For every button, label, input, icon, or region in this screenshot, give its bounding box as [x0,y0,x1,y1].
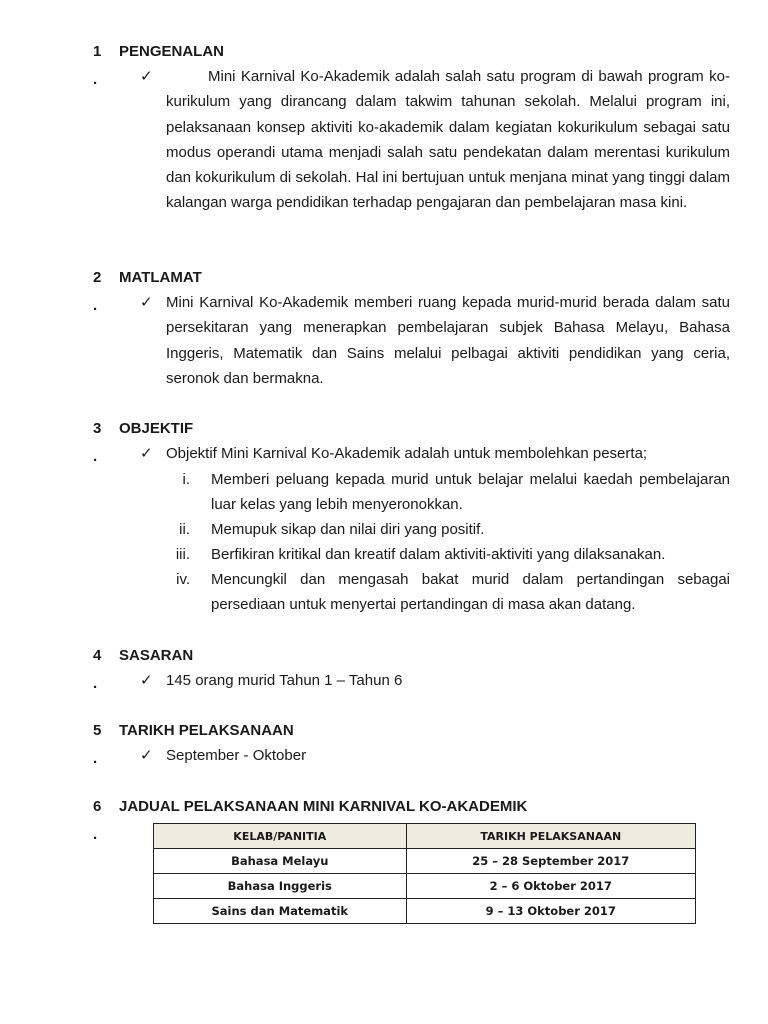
section-number: 1 [93,43,102,60]
section-number: 4 [93,647,102,664]
paragraph-rest: ko-kurikulum yang dirancang dalam takwim tahunan sekolah. Melalui program ini, pelaksanaan konsep aktiviti ko-akademik dalam kegiatan kokurikulum sebagai satu modus operandi utama menjadi salah satu pendekatan dalam merentasi kurikulum dan kokurikulum di sekolah. Hal ini bertujuan untuk menjana minat yang tinggi dalam kalangan warga pendidikan terhadap pengajaran dan pembelajaran masa kini. [166,68,730,212]
section-number: 3 [93,420,102,437]
section-dot: . [93,448,98,465]
section-dot: . [93,71,98,88]
list-item-number: i. [182,471,190,488]
date-range-text: September - Oktober [166,747,307,764]
section-number: 6 [93,798,102,815]
section-4-heading [0,643,768,669]
checkmark-icon: ✓ [140,68,153,85]
list-item-text: Memupuk sikap dan nilai diri yang positif. [211,521,485,538]
checkmark-icon: ✓ [140,747,153,764]
checkmark-icon: ✓ [140,445,153,462]
section-6-heading [0,794,768,820]
section-5-heading [0,718,768,744]
table-row [154,899,696,924]
paragraph-first-line: Mini Karnival Ko-Akademik adalah salah satu program di bawah program [208,68,704,85]
list-item-text: Mencungkil dan mengasah bakat murid dalam pertandingan sebagai persediaan untuk menyertai pertandingan di masa akan datang. [211,571,730,614]
table-cell: Bahasa Melayu [154,849,407,874]
objective-intro: Objektif Mini Karnival Ko-Akademik adalah untuk membolehkan peserta; [166,445,648,462]
table-cell: Bahasa Inggeris [154,874,407,899]
checkmark-icon: ✓ [140,672,153,689]
checkmark-icon: ✓ [140,294,153,311]
section-dot: . [93,750,98,767]
table-cell: 25 – 28 September 2017 [406,849,695,874]
section-2-paragraph: Mini Karnival Ko-Akademik memberi ruang kepada murid-murid berada dalam satu persekitaran yang menerapkan pembelajaran subjek Bahasa Melayu, Bahasa Inggeris, Matematik dan Sains melalui pelbagai aktiviti pendidikan yang ceria, seronok dan bermakna. [166,294,730,387]
section-number: 5 [93,722,102,739]
table-header-row [154,824,696,849]
section-dot: . [93,826,98,843]
list-item-number: iv. [176,571,190,588]
section-1-paragraph [166,64,730,216]
list-item-number: ii. [179,521,190,538]
section-title: PENGENALAN [119,43,225,60]
section-3-heading [0,416,768,442]
table-row [154,874,696,899]
table-cell: 9 – 13 Oktober 2017 [406,899,695,924]
section-title: MATLAMAT [119,269,202,286]
section-title: TARIKH PELAKSANAAN [119,722,294,739]
table-cell: 2 – 6 Oktober 2017 [406,874,695,899]
section-dot: . [93,675,98,692]
table-cell: Sains dan Matematik [154,899,407,924]
target-text: 145 orang murid Tahun 1 – Tahun 6 [166,672,403,689]
section-2-heading [0,265,768,291]
list-item-text: Berfikiran kritikal dan kreatif dalam aktiviti-aktiviti yang dilaksanakan. [211,546,666,563]
section-title: SASARAN [119,647,194,664]
column-header: KELAB/PANITIA [154,824,407,849]
schedule-table [153,823,696,924]
section-number: 2 [93,269,102,286]
column-header: TARIKH PELAKSANAAN [406,824,695,849]
list-item-text: Memberi peluang kepada murid untuk belajar melalui kaedah pembelajaran luar kelas yang lebih menyeronokkan. [211,471,730,514]
section-1-heading [0,39,768,65]
section-title: OBJEKTIF [119,420,194,437]
section-dot: . [93,297,98,314]
section-title: JADUAL PELAKSANAAN MINI KARNIVAL KO-AKADEMIK [119,798,528,815]
list-item-number: iii. [175,546,190,563]
table-row [154,849,696,874]
